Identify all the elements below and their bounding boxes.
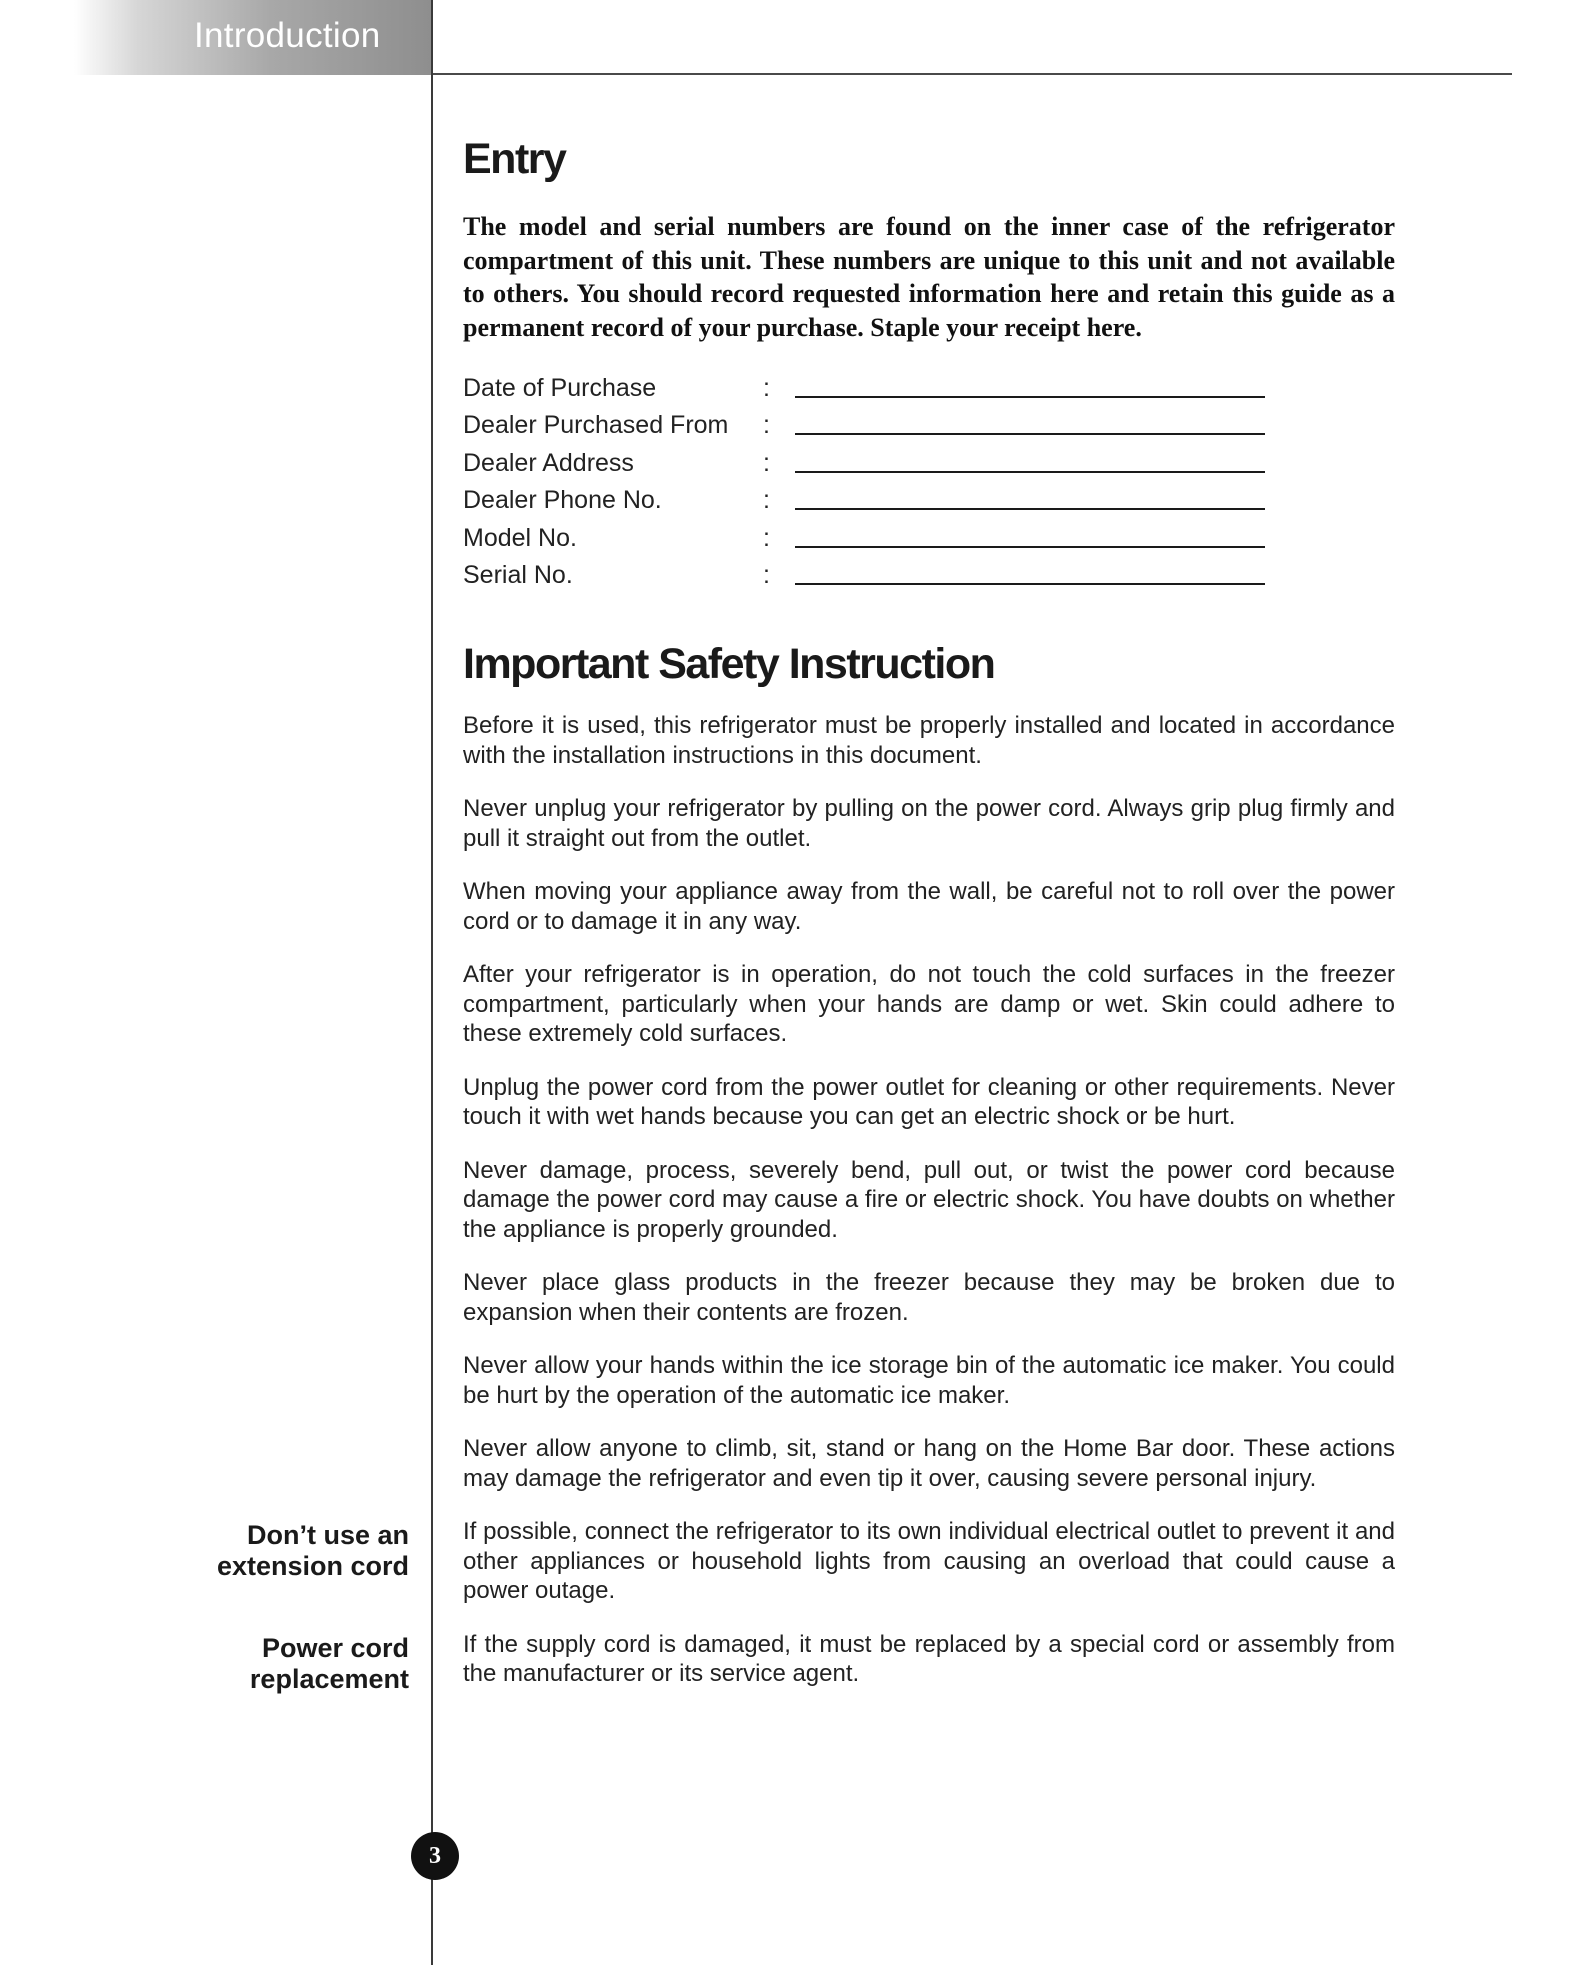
form-colon: : <box>763 411 770 439</box>
form-label: Dealer Purchased From <box>463 411 729 439</box>
page-number: 3 <box>429 1843 441 1869</box>
form-row-date-of-purchase <box>463 365 1395 403</box>
form-row-model-no <box>463 515 1395 553</box>
safety-paragraph: When moving your appliance away from the wall, be careful not to roll over the power cord or to damage it in any way. <box>463 878 1395 935</box>
form-row-dealer-phone <box>463 478 1395 516</box>
safety-title: Important Safety Instruction <box>463 640 995 688</box>
safety-paragraph-extension-cord: If possible, connect the refrigerator to its own individual electrical outlet to prevent it and other appliances or household lights from causing an overload that could cause a power outage. <box>463 1518 1395 1604</box>
blank-line <box>795 386 1265 398</box>
blank-line <box>795 536 1265 548</box>
form-row-serial-no <box>463 553 1395 591</box>
safety-paragraph: Unplug the power cord from the power outlet for cleaning or other requirements. Never touch it with wet hands because you can get an electric shock or be hurt. <box>463 1073 1395 1130</box>
safety-paragraph: Before it is used, this refrigerator must be properly installed and located in accordance with the installation instructions in this document. <box>463 712 1395 769</box>
main-content <box>463 135 1395 1713</box>
blank-line <box>795 461 1265 473</box>
form-colon: : <box>763 373 770 402</box>
side-note-power-cord-replacement-text: Power cord replacement <box>249 1633 409 1694</box>
form-colon: : <box>763 561 770 589</box>
section-tab-label: Introduction <box>194 16 381 55</box>
form-label: Dealer Phone No. <box>463 486 662 514</box>
header-rule <box>432 73 1512 75</box>
form-label: Serial No. <box>463 561 573 589</box>
safety-paragraph-power-cord: If the supply cord is damaged, it must be replaced by a special cord or assembly from the manufacturer or its service agent. <box>463 1630 1395 1687</box>
safety-paragraph: Never place glass products in the freezer because they may be broken due to expansion when their contents are frozen. <box>463 1269 1395 1326</box>
side-note-extension-cord <box>217 1520 409 1582</box>
side-note-power-cord-replacement <box>250 1633 409 1695</box>
margin-rule <box>431 0 433 1965</box>
safety-paragraph: Never allow anyone to climb, sit, stand or hang on the Home Bar door. These actions may damage the refrigerator and even tip it over, causing severe personal injury. <box>463 1435 1395 1492</box>
form-row-dealer-address <box>463 440 1395 478</box>
blank-line <box>795 423 1265 435</box>
blank-line <box>795 498 1265 510</box>
form-colon: : <box>763 523 770 552</box>
entry-title: Entry <box>463 135 566 183</box>
safety-paragraph: Never damage, process, severely bend, pull out, or twist the power cord because damage the power cord may cause a fire or electric shock. You have doubts on whether the appliance is properly grounded. <box>463 1156 1395 1243</box>
side-note-extension-cord-text: Don’t use an extension cord <box>216 1520 409 1581</box>
form-label: Date of Purchase <box>463 373 657 402</box>
form-label: Dealer Address <box>463 448 634 477</box>
blank-line <box>795 573 1265 585</box>
record-form <box>463 365 1395 590</box>
safety-paragraph: Never unplug your refrigerator by pulling on the power cord. Always grip plug firmly and pull it straight out from the outlet. <box>463 795 1395 852</box>
form-colon: : <box>763 448 770 477</box>
form-row-dealer-purchased-from <box>463 403 1395 441</box>
form-label: Model No. <box>463 523 577 552</box>
form-colon: : <box>763 486 770 514</box>
entry-intro: The model and serial numbers are found on the inner case of the refrigerator compartment of this unit. These numbers are unique to this unit and not available to others. You should record requested information here and retain this guide as a permanent record of your purchase. Staple your receipt here. <box>463 212 1395 342</box>
page-number-badge <box>411 1832 459 1880</box>
safety-paragraph: Never allow your hands within the ice storage bin of the automatic ice maker. You could be hurt by the operation of the automatic ice maker. <box>463 1352 1395 1409</box>
section-tab <box>74 0 432 75</box>
safety-paragraph: After your refrigerator is in operation, do not touch the cold surfaces in the freezer compartment, particularly when your hands are damp or wet. Skin could adhere to these extremely cold surfaces. <box>463 961 1395 1047</box>
